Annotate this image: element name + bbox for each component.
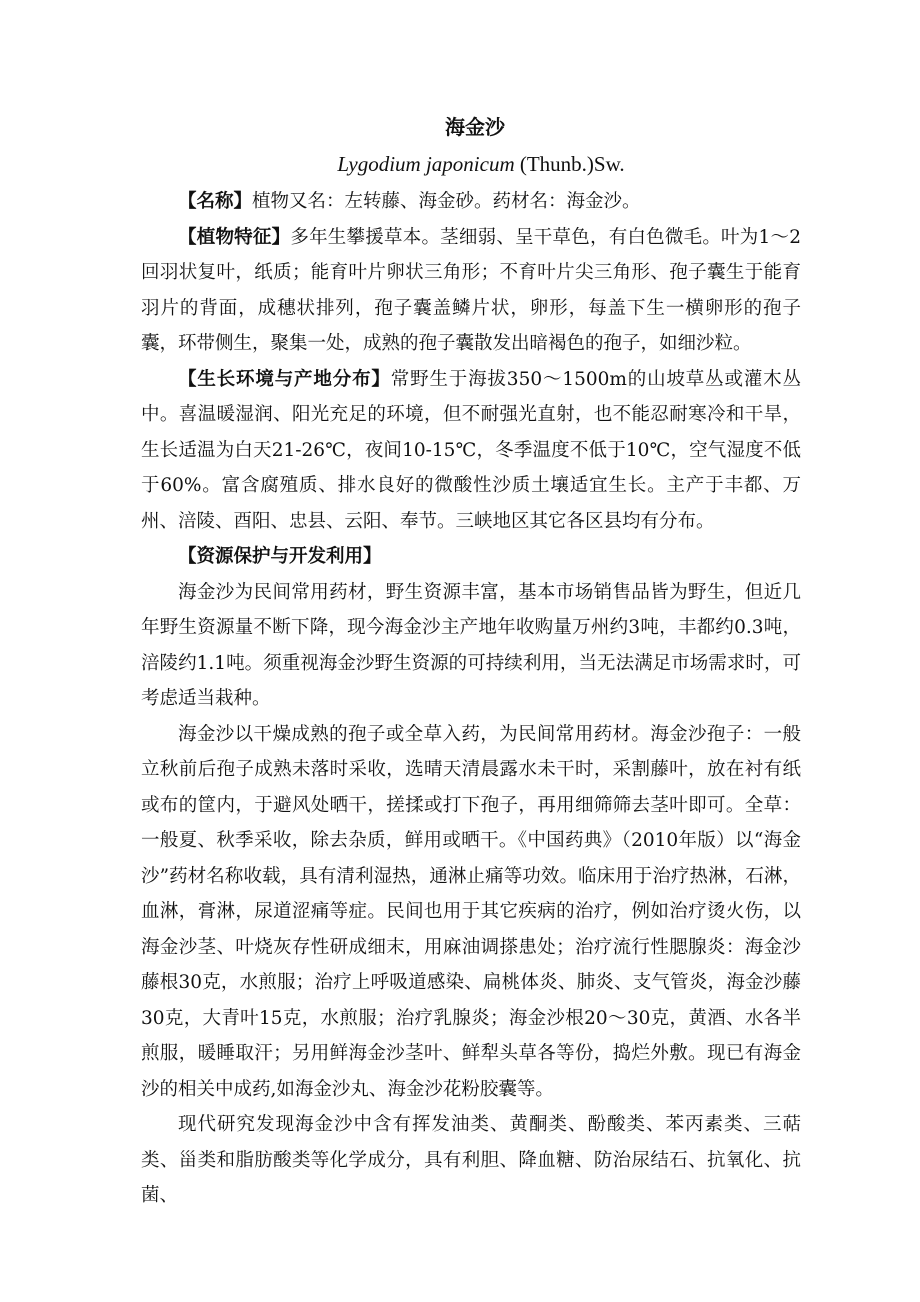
latin-name [141, 144, 801, 184]
section-name-text: 植物又名：左转藤、海金砂。药材名：海金沙。 [252, 191, 641, 212]
protection-paragraph-2: 海金沙以干燥成熟的孢子或全草入药，为民间常用药材。海金沙孢子：一般立秋前后孢子成熟未落时采收，选晴天清晨露水未干时，采割藤叶，放在衬有纸或布的筐内，于避风处晒干，搓揉或打下孢子，再用细筛筛去茎叶即可。全草：一般夏、秋季采收，除去杂质，鲜用或晒干。《中国药典》（2010年版）以“海金沙”药材名称收载，具有清利湿热，通淋止痛等功效。临床用于治疗热淋，石淋，血淋，膏淋，尿道涩痛等症。民间也用于其它疾病的治疗，例如治疗烫火伤，以海金沙茎、叶烧灰存性研成细末，用麻油调搽患处；治疗流行性腮腺炎：海金沙藤根30克，水煎服；治疗上呼吸道感染、扁桃体炎、肺炎、支气管炎，海金沙藤30克，大青叶15克，水煎服；治疗乳腺炎；海金沙根20～30克，黄酒、水各半煎服，暖睡取汗；另用鲜海金沙茎叶、鲜犁头草各等份，捣烂外敷。现已有海金沙的相关中成药,如海金沙丸、海金沙花粉胶囊等。 [141, 723, 801, 1100]
protection-paragraph-3: 现代研究发现海金沙中含有挥发油类、黄酮类、酚酸类、苯丙素类、三萜类、甾类和脂肪酸类等化学成分，具有利胆、降血糖、防治尿结石、抗氧化、抗菌、 [141, 1114, 801, 1206]
document-body [141, 110, 801, 1214]
section-features-text: 多年生攀援草本。茎细弱、呈干草色，有白色微毛。叶为1～2回羽状复叶，纸质；能育叶片卵状三角形；不育叶片尖三角形、孢子囊生于能育羽片的背面，成穗状排列，孢子囊盖鳞片状，卵形，每盖下生一横卵形的孢子囊，环带侧生，聚集一处，成熟的孢子囊散发出暗褐色的孢子，如细沙粒。 [141, 226, 801, 354]
section-features-label: 【植物特征】 [178, 226, 291, 248]
document-title: 海金沙 [445, 115, 505, 139]
section-habitat-label: 【生长环境与产地分布】 [178, 368, 391, 390]
section-protection-label: 【资源保护与开发利用】 [178, 546, 382, 567]
section-habitat-text: 常野生于海拔350～1500m的山坡草丛或灌木丛中。喜温暖湿润、阳光充足的环境，但不耐强光直射，也不能忍耐寒冷和干旱，生长适温为白天21-26℃，夜间10-15℃，冬季温度不低于10℃，空气湿度不低于60%。富含腐殖质、排水良好的微酸性沙质土壤适宜生长。主产于丰都、万州、涪陵、酉阳、忠县、云阳、奉节。三峡地区其它各区县均有分布。 [141, 368, 801, 532]
section-name [141, 184, 801, 220]
section-habitat [141, 362, 801, 540]
section-features [141, 220, 801, 362]
latin-author: (Thunb.)Sw. [514, 152, 625, 176]
protection-paragraph-1: 海金沙为民间常用药材，野生资源丰富，基本市场销售品皆为野生，但近几年野生资源量不断下降，现今海金沙主产地年收购量万州约3吨，丰都约0.3吨，涪陵约1.1吨。须重视海金沙野生资源的可持续利用，当无法满足市场需求时，可考虑适当栽种。 [141, 581, 801, 709]
latin-genus-species: Lygodium japonicum [337, 152, 515, 176]
section-protection-heading [141, 539, 801, 575]
section-name-label: 【名称】 [178, 191, 253, 212]
